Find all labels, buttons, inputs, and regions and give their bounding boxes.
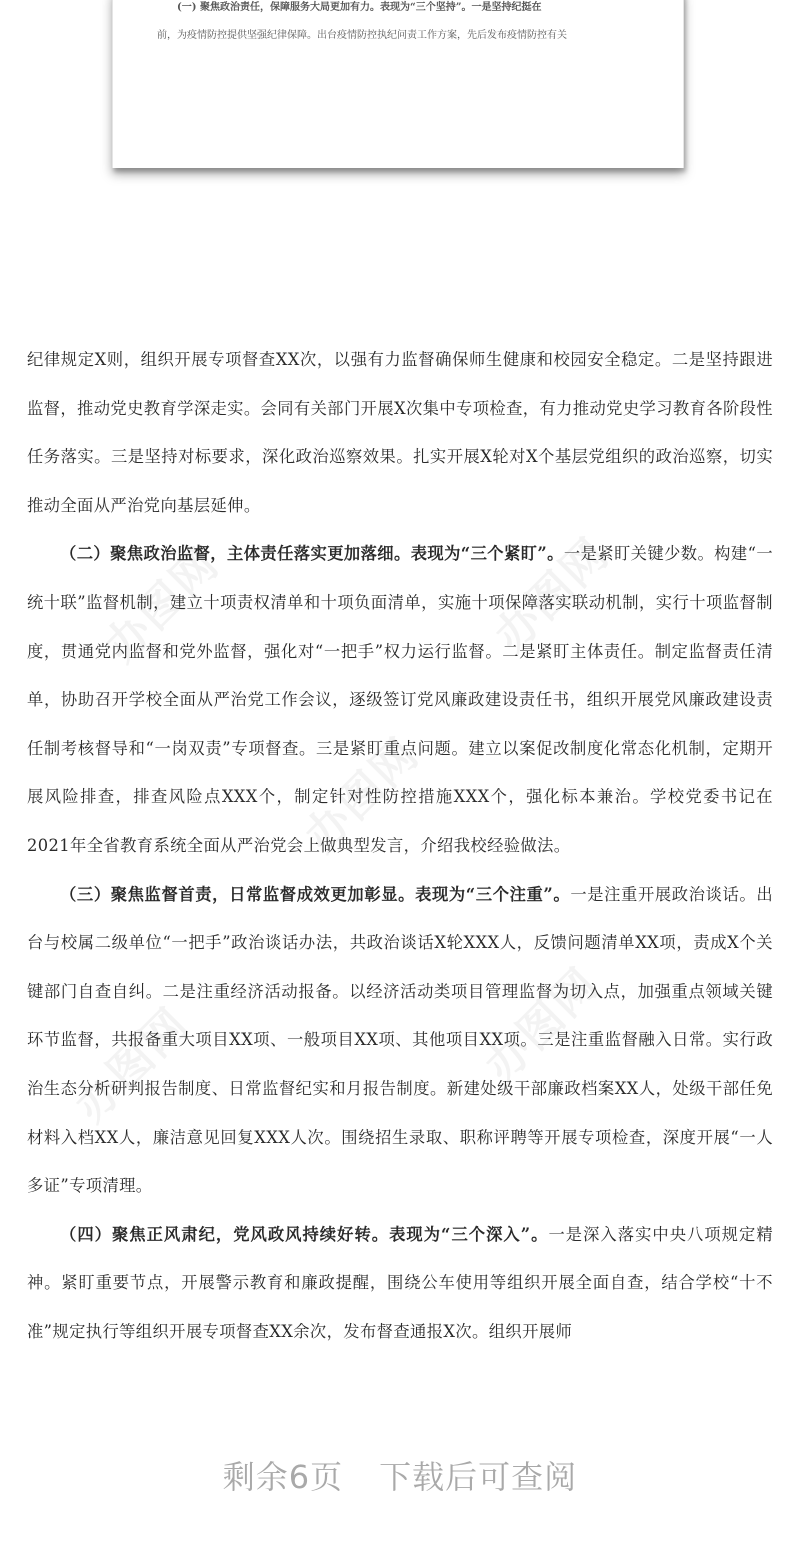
paragraph-heading: （四）聚焦正风肃纪，党风政风持续好转。表现为“三个深入”。: [60, 1224, 549, 1244]
document-body: [27, 336, 773, 1356]
paragraph: [27, 336, 773, 530]
download-prompt[interactable]: [0, 1452, 800, 1498]
paragraph-text: 一是注重开展政治谈话。出台与校属二级单位“一把手”政治谈话办法，共政治谈话X轮XXX人，反馈问题清单XX项，责成X个关键部门自查自纠。二是注重经济活动报备。以经济活动类项目管理监督为切入点，加强重点领域关键环节监督，共报备重大项目XX项、一般项目XX项、其他项目XX项。三是注重监督融入日常。实行政治生态分析研判报告制度、日常监督纪实和月报告制度。新建处级干部廉政档案XX人，处级干部任免材料入档XX人，廉洁意见回复XXX人次。围绕招生录取、职称评聘等开展专项检查，深度开展“一人多证”专项清理。: [27, 884, 773, 1196]
paragraph: [27, 530, 773, 870]
remaining-pages-label: 剩余6页: [222, 1458, 344, 1496]
watermark: 办图网: [95, 538, 230, 673]
watermark: 办图网: [475, 958, 610, 1093]
paragraph-heading: （三）聚焦监督首责，日常监督成效更加彰显。表现为“三个注重”。: [60, 884, 571, 904]
preview-line-1: (一) 聚焦政治责任，保障服务大局更加有力。表现为“三个坚持”。一是坚持纪挺在: [177, 2, 542, 13]
watermark: 办图网: [65, 998, 200, 1133]
download-to-view-label: 下载后可查阅: [379, 1458, 578, 1496]
watermark: 办图网: [485, 528, 620, 663]
paragraph-text: 一是深入落实中央八项规定精神。紧盯重要节点，开展警示教育和廉政提醒，围绕公车使用等组织开展全面自查，结合学校“十不准”规定执行等组织开展专项督查XX余次，发布督查通报X次。组织开展师: [27, 1224, 773, 1341]
paragraph: [27, 871, 773, 1211]
preview-line-2: 前，为疫情防控提供坚强纪律保障。出台疫情防控执纪问责工作方案，先后发布疫情防控有关: [157, 30, 567, 41]
document-preview-card: [112, 0, 684, 168]
paragraph-text: 纪律规定X则，组织开展专项督查XX次，以强有力监督确保师生健康和校园安全稳定。二是坚持跟进监督，推动党史教育学深走实。会同有关部门开展X次集中专项检查，有力推动党史学习教育各阶段性任务落实。三是坚持对标要求，深化政治巡察效果。扎实开展X轮对X个基层党组织的政治巡察，切实推动全面从严治党向基层延伸。: [27, 350, 773, 515]
paragraph-text: 一是紧盯关键少数。构建“一统十联”监督机制，建立十项责权清单和十项负面清单，实施十项保障落实联动机制，实行十项监督制度，贯通党内监督和党外监督，强化对“一把手”权力运行监督。二是紧盯主体责任。制定监督责任清单，协助召开学校全面从严治党工作会议，逐级签订党风廉政建设责任书，组织开展党风廉政建设责任制考核督导和“一岗双责”专项督查。三是紧盯重点问题。建立以案促改制度化常态化机制，定期开展风险排查，排查风险点XXX个，制定针对性防控措施XXX个，强化标本兼治。学校党委书记在2021年全省教育系统全面从严治党会上做典型发言，介绍我校经验做法。: [27, 544, 773, 855]
paragraph-heading: （二）聚焦政治监督，主体责任落实更加落细。表现为“三个紧盯”。: [60, 544, 564, 564]
paragraph: [27, 1211, 773, 1357]
watermark: 办图网: [295, 728, 430, 863]
